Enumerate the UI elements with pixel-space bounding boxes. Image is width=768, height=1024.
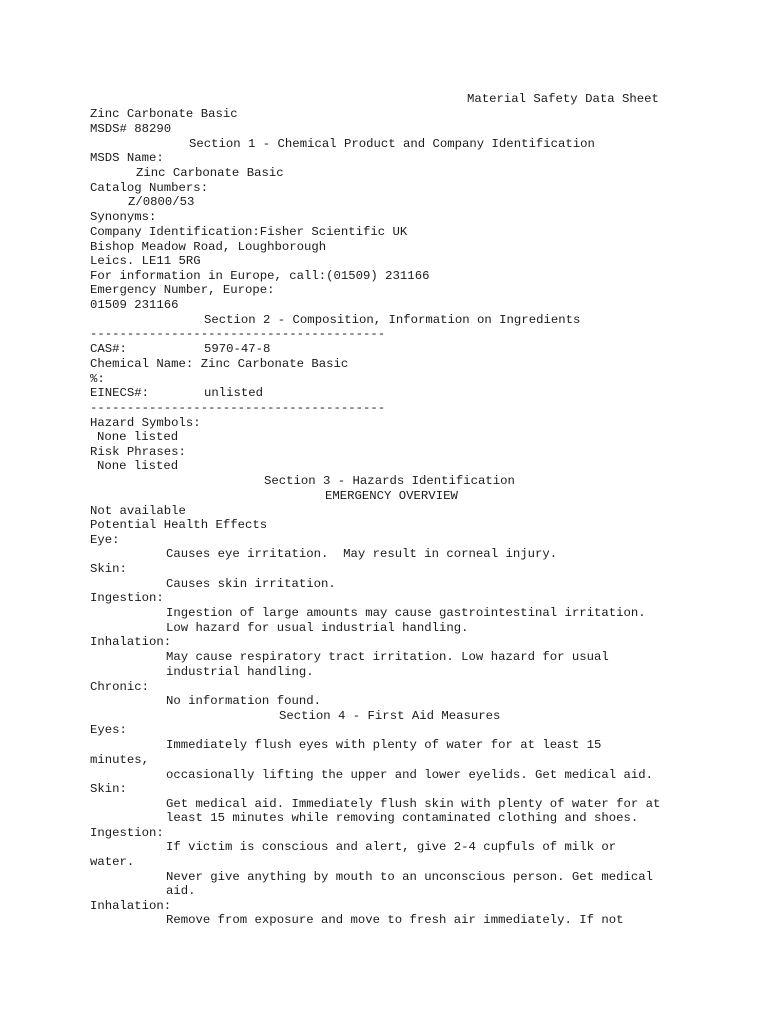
first-aid-eyes-line-2: minutes, [90,753,150,767]
cas-label: CAS#: [90,342,127,356]
ingestion-effects-line-2: Low hazard for usual industrial handling. [166,621,469,635]
catalog-numbers-label: Catalog Numbers: [90,181,209,195]
dashed-rule-top: ---------------------------------------- [90,327,386,341]
msds-name-value: Zinc Carbonate Basic [136,166,284,180]
eye-effects-text: Causes eye irritation. May result in corneal injury. [166,547,558,561]
einecs-label: EINECS#: [90,386,150,400]
cas-value: 5970-47-8 [204,342,271,356]
first-aid-inhalation-line-1: Remove from exposure and move to fresh air immediately. If not [166,913,624,927]
eye-label: Eye: [90,533,120,547]
first-aid-skin-label: Skin: [90,782,127,796]
first-aid-ingestion-label: Ingestion: [90,826,164,840]
risk-phrases-value: None listed [97,459,179,473]
catalog-numbers-value: Z/0800/53 [128,195,195,209]
product-title: Zinc Carbonate Basic [90,107,238,121]
first-aid-ingestion-line-4: aid. [166,884,196,898]
potential-health-effects-label: Potential Health Effects [90,518,268,532]
msds-number: MSDS# 88290 [90,122,172,136]
ingestion-label: Ingestion: [90,591,164,605]
dashed-rule-bottom: ---------------------------------------- [90,401,386,415]
not-available-text: Not available [90,504,186,518]
company-address-line-2: Leics. LE11 5RG [90,254,201,268]
inhalation-effects-line-2: industrial handling. [166,665,314,679]
chemical-name: Chemical Name: Zinc Carbonate Basic [90,357,349,371]
risk-phrases-label: Risk Phrases: [90,445,186,459]
emergency-number-value: 01509 231166 [90,298,179,312]
document-header-title: Material Safety Data Sheet [467,92,659,106]
einecs-value: unlisted [204,386,264,400]
europe-info-line: For information in Europe, call:(01509) 231166 [90,269,430,283]
percent-label: %: [90,372,105,386]
hazard-symbols-label: Hazard Symbols: [90,416,201,430]
chronic-effects-text: No information found. [166,694,321,708]
inhalation-label: Inhalation: [90,635,172,649]
emergency-number-label: Emergency Number, Europe: [90,283,275,297]
first-aid-eyes-line-1: Immediately flush eyes with plenty of water for at least 15 [166,738,602,752]
first-aid-ingestion-line-1: If victim is conscious and alert, give 2-4 cupfuls of milk or [166,840,617,854]
company-identification: Company Identification:Fisher Scientific UK [90,225,408,239]
section-3-heading: Section 3 - Hazards Identification [264,474,515,488]
company-address-line-1: Bishop Meadow Road, Loughborough [90,240,327,254]
section-1-heading: Section 1 - Chemical Product and Company Identification [189,137,595,151]
chronic-label: Chronic: [90,680,150,694]
skin-label: Skin: [90,562,127,576]
msds-name-label: MSDS Name: [90,151,164,165]
ingestion-effects-line-1: Ingestion of large amounts may cause gastrointestinal irritation. [166,606,646,620]
synonyms-label: Synonyms: [90,210,157,224]
section-4-heading: Section 4 - First Aid Measures [279,709,501,723]
emergency-overview-heading: EMERGENCY OVERVIEW [325,489,458,503]
first-aid-ingestion-line-3: Never give anything by mouth to an unconscious person. Get medical [166,870,654,884]
first-aid-skin-line-1: Get medical aid. Immediately flush skin with plenty of water for at [166,797,661,811]
first-aid-eyes-line-3: occasionally lifting the upper and lower eyelids. Get medical aid. [166,768,654,782]
first-aid-inhalation-label: Inhalation: [90,899,172,913]
first-aid-skin-line-2: least 15 minutes while removing contaminated clothing and shoes. [166,811,639,825]
section-2-heading: Section 2 - Composition, Information on Ingredients [204,313,581,327]
first-aid-ingestion-line-2: water. [90,855,135,869]
skin-effects-text: Causes skin irritation. [166,577,336,591]
hazard-symbols-value: None listed [97,430,179,444]
inhalation-effects-line-1: May cause respiratory tract irritation. Low hazard for usual [166,650,609,664]
first-aid-eyes-label: Eyes: [90,723,127,737]
